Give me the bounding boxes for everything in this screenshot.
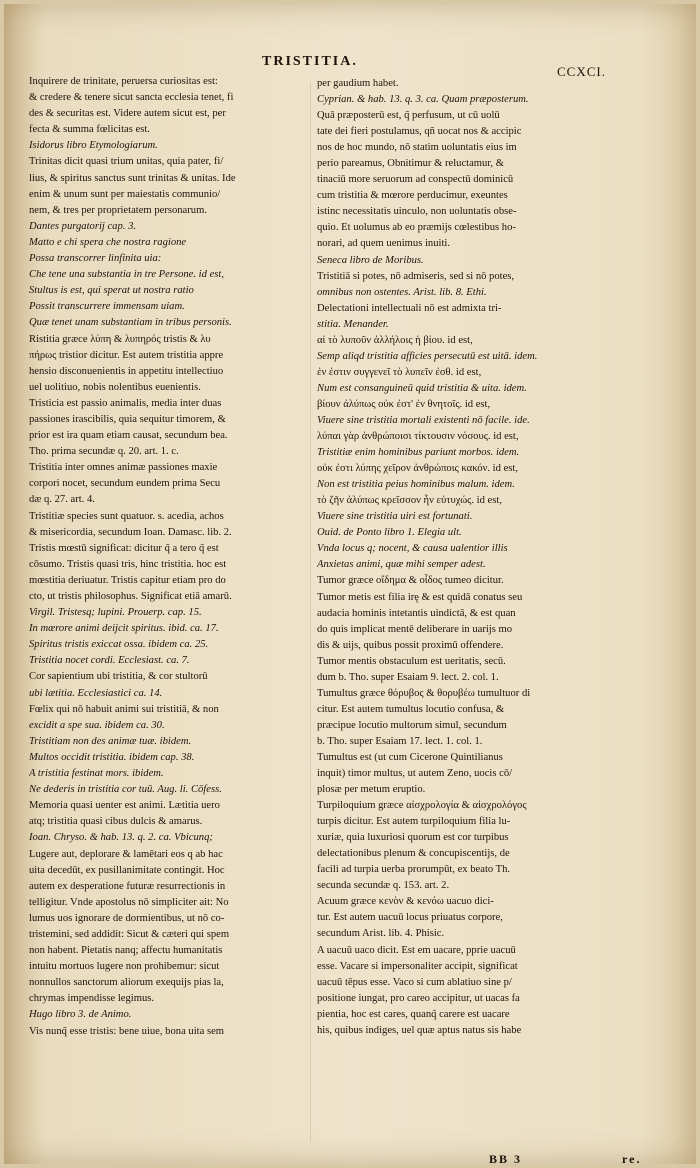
- text-line: Memoria quasi uenter est animi. Lætitia uero: [29, 800, 220, 812]
- text-line: Tumor græce οἴδημα & οἶδος tumeo dicitur.: [317, 575, 504, 587]
- text-line: τὸ ζῆν ἀλύπως κρεῖσσον ἦν εὐτυχώς. id est,: [317, 495, 502, 507]
- text-line: nem, & tres per proprietatem personarum.: [29, 204, 207, 216]
- running-title: TRISTITIA.: [262, 54, 358, 69]
- text-line: uacuū tēpus esse. Vaco si cum ablatiuo sine p/: [317, 976, 512, 988]
- text-line: facili ad turpia uerba prorumpūt, ex beato Th.: [317, 864, 511, 876]
- column-gutter: [310, 82, 311, 1142]
- text-line: dæ q. 27. art. 4.: [29, 494, 95, 506]
- text-line: Semp aliqd tristitia afficies persecutū est uitā. idem.: [317, 350, 538, 362]
- text-line: esse. Vacare si impersonaliter accipit, significat: [317, 960, 518, 972]
- text-line: chrymas impendisse legimus.: [29, 993, 155, 1005]
- text-line: tur. Est autem uacuū locus priuatus corpore,: [317, 912, 503, 924]
- text-line: non habent. Pietatis nanq; affectu humanitatis: [29, 945, 223, 957]
- text-line: cum tristitia & mœrore perducimur, exeuntes: [317, 190, 508, 202]
- text-line: hensio disconuenientis in appetitu intellectiuo: [29, 365, 224, 377]
- text-line: Possit transcurrere immensam uiam.: [29, 301, 185, 313]
- text-line: his, quibus indiges, uel quæ aptus natus sis habe: [317, 1024, 522, 1036]
- text-line: uita decedūt, ex pusillanimitate contingit. Hoc: [29, 864, 225, 876]
- text-line: Tumor metis est filia irę & est quidā conatus seu: [317, 591, 523, 603]
- text-line: λύπαι γὰρ ἀνθρώποισι τίκτουσιν νόσους. id est,: [317, 431, 519, 443]
- text-line: autem ex desperatione futuræ resurrectionis in: [29, 880, 226, 892]
- text-line: fecta & summa fœlicitas est.: [29, 124, 150, 136]
- text-line: Tumultus est (ut cum Cicerone Quintilianus: [317, 751, 503, 763]
- text-line: quio. Et uolumus ab eo præmijs cœlestibus ho-: [317, 222, 516, 234]
- text-line: mœstitia deriuatur. Tristis capitur etiam pro do: [29, 574, 226, 586]
- text-line: Tho. prima secundæ q. 20. art. 1. c.: [29, 446, 179, 458]
- text-line: Multos occidit tristitia. ibidem cap. 38.: [29, 751, 195, 763]
- text-line: præcipue locutio multorum simul, secundum: [317, 719, 507, 731]
- text-line: stitia. Menander.: [317, 318, 389, 330]
- text-line: Tristitiam non des animæ tuæ. ibidem.: [29, 735, 192, 747]
- text-line: A tristitia festinat mors. ibidem.: [29, 768, 164, 780]
- text-line: lumus uos ignorare de dormientibus, ut nō co-: [29, 912, 225, 924]
- text-line: uel uolitiuo, nobis nolentibus euenientis.: [29, 381, 201, 393]
- text-line: perio pareamus, Obnitimur & reluctamur, &: [317, 158, 504, 170]
- text-line: Ouid. de Ponto libro 1. Elegia ult.: [317, 527, 462, 539]
- text-line: b. Tho. super Esaiam 17. lect. 1. col. 1.: [317, 735, 483, 747]
- left-column: [29, 74, 305, 1040]
- text-line: In mœrore animi deijcit spiritus. ibid. ca. 17.: [29, 623, 219, 635]
- text-line: & credere & tenere sicut sancta ecclesia tenet, fi: [29, 92, 234, 104]
- text-line: Anxietas animi, quæ mihi semper adest.: [317, 559, 486, 571]
- text-line: pientia, hoc est cares, quanq̃ carere est uacare: [317, 1008, 510, 1020]
- folio-number: CCXCI.: [557, 64, 606, 79]
- right-column: [317, 76, 688, 1039]
- text-line: Lugere aut, deplorare & lamētari eos q ab hac: [29, 848, 223, 860]
- text-line: Virgil. Tristesq; lupini. Prouerp. cap. 15.: [29, 607, 202, 619]
- text-line: Viuere sine tristitia uiri est fortunati.: [317, 511, 473, 523]
- text-line: des & securitas est. Videre autem sicut est, per: [29, 108, 226, 120]
- text-line: Spiritus tristis exiccat ossa. ibidem ca. 25.: [29, 639, 209, 651]
- text-line: Ristitia græce λύπη & λυπηρός tristis & λυ: [29, 333, 211, 345]
- text-line: secundum Arist. lib. 4. Phisic.: [317, 928, 445, 940]
- text-line: Turpiloquium græce αἰσχρολογία & αἰσχρολόγος: [317, 800, 527, 812]
- text-line: Fœlix qui nō habuit animi sui tristitiā, & non: [29, 703, 219, 715]
- text-line: excidit a spe sua. ibidem ca. 30.: [29, 719, 165, 731]
- text-line: ubi lætitia. Ecclesiastici ca. 14.: [29, 687, 163, 699]
- text-line: delectationibus plenum & concupiscentijs, de: [317, 848, 510, 860]
- text-line: intuitu mortuos lugere non prohibemur: sicut: [29, 961, 220, 973]
- text-line: tinaciū more seruorum ad conspectū dominicū: [317, 174, 514, 186]
- text-line: Tristicia est passio animalis, media inter duas: [29, 397, 222, 409]
- text-line: Quæ tenet unam substantiam in tribus personis.: [29, 317, 232, 329]
- text-line: enim & unum sunt per maiestatis communio/: [29, 188, 221, 200]
- text-line: dum b. Tho. super Esaiam 9. lect. 2. col. 1.: [317, 671, 499, 683]
- text-line: Delectationi intellectuali nō est admixta tri-: [317, 302, 502, 314]
- text-line: Non est tristitia peius hominibus malum. idem.: [317, 479, 515, 491]
- text-line: tristemini, sed addidit: Sicut & cæteri qui spem: [29, 928, 230, 940]
- text-line: Vis nunq̃ esse tristis: bene uiue, bona uita sem: [29, 1025, 225, 1037]
- text-line: Tristitiæ species sunt quatuor. s. acedia, achos: [29, 510, 224, 522]
- text-line: per gaudium habet.: [317, 78, 399, 89]
- text-line: xuriæ, quia luxuriosi quorum est cor turpibus: [317, 832, 509, 844]
- text-line: Inquirere de trinitate, peruersa curiositas est:: [29, 76, 218, 87]
- text-line: Tristitia inter omnes animæ passiones maxie: [29, 462, 218, 474]
- text-line: A uacuū uaco dicit. Est em uacare, pprie uacuū: [317, 944, 516, 956]
- text-line: prior est ira quam etiam causat, secundum bea.: [29, 430, 228, 442]
- text-line: tate dei fieri postulamus, qñ uocat nos & accipic: [317, 126, 522, 138]
- text-line: norari, ad quem uenimus inuiti.: [317, 238, 450, 250]
- text-line: plosæ per metum eruptio.: [317, 784, 426, 796]
- text-line: Hugo libro 3. de Animo.: [29, 1009, 132, 1021]
- text-line: Trinitas dicit quasi trium unitas, quia pater, fi/: [29, 156, 224, 168]
- text-line: nonnullos sanctorum aliorum exequijs pias la,: [29, 977, 224, 989]
- text-line: βίουν ἀλύπως οὐκ ἐστ' ἐν θνητοῖς. id est,: [317, 398, 491, 410]
- text-line: Cyprian. & hab. 13. q. 3. ca. Quam præposterum.: [317, 94, 529, 106]
- book-page: [4, 4, 696, 1164]
- text-line: Seneca libro de Moribus.: [317, 254, 424, 266]
- text-line: Viuere sine tristitia mortali existenti nō facile. ide.: [317, 414, 530, 426]
- text-line: positione iungat, pro careo accipitur, ut uacas fa: [317, 992, 520, 1004]
- text-line: passiones irascibilis, quia sequitur timorem, &: [29, 413, 226, 425]
- text-line: Matto e chi spera che nostra ragione: [29, 236, 187, 248]
- text-line: ἐν ἐστιν συγγενεῖ τὸ λυπεῖν ἐσθ. id est,: [317, 366, 482, 378]
- text-line: Acuum græce κενὸν & κενόω uacuo dici-: [317, 896, 494, 908]
- text-line: istinc necessitatis uinculo, non uoluntatis obse-: [317, 206, 517, 218]
- page-footer: [489, 1152, 641, 1167]
- text-line: Possa transcorrer linfinita uia:: [29, 253, 162, 265]
- text-line: Tristitia nocet cordi. Ecclesiast. ca. 7.: [29, 655, 190, 667]
- text-line: Num est consanguineū quid tristitia & uita. idem.: [317, 382, 527, 394]
- text-line: Quā præposterū est, q̃ perfusum, ut cū uolū: [317, 110, 500, 122]
- text-line: nos de hoc mundo, nō statim uoluntatis eius im: [317, 142, 517, 154]
- text-line: telligitur. Vnde apostolus nō simpliciter ait: No: [29, 896, 229, 908]
- text-line: turpis dicitur. Est autem turpiloquium filia lu-: [317, 816, 511, 828]
- text-line: Tristitiā si potes, nō admiseris, sed si nō potes,: [317, 270, 515, 282]
- text-line: αἰ τὸ λυποῦν ἀλλήλοις ἡ βίου. id est,: [317, 334, 473, 346]
- text-line: Ne dederis in tristitia cor tuū. Aug. li. Cōfess.: [29, 784, 222, 796]
- text-line: omnibus non ostentes. Arist. lib. 8. Ethi.: [317, 286, 487, 298]
- text-line: Vnda locus q; nocent, & causa ualentior illis: [317, 543, 508, 555]
- text-line: cōsumo. Tristis quasi tris, hinc tristitia. hoc est: [29, 558, 227, 570]
- text-line: Che tene una substantia in tre Persone. id est,: [29, 269, 224, 281]
- text-line: cto, ut tristis philosophus. Significat etiā amarū.: [29, 591, 232, 602]
- signature-mark: BB 3: [489, 1152, 523, 1166]
- text-line: Tumor mentis obstaculum est ueritatis, secū.: [317, 655, 506, 667]
- text-line: inquit) timor multus, ut autem Zeno, uocis cō/: [317, 768, 513, 780]
- text-line: Isidorus libro Etymologiarum.: [29, 140, 158, 152]
- text-line: Dantes purgatorij cap. 3.: [29, 220, 137, 232]
- text-line: do quis implicat mentē deliberare in uarijs mo: [317, 623, 513, 635]
- text-line: citur. Est autem tumultus locutio confusa, &: [317, 703, 505, 715]
- text-line: Tristitiæ enim hominibus pariunt morbos. idem.: [317, 447, 520, 459]
- text-line: οὐκ ἐστι λύπης χεῖρον ἀνθρώποις κακόν. id est,: [317, 463, 518, 475]
- text-line: corpori nocet, secundum eundem prima Secu: [29, 478, 221, 490]
- text-line: lius, & spiritus sanctus sunt trinitas & unitas. Ide: [29, 172, 236, 184]
- text-line: atq; tristitia quasi cibus dulcis & amarus.: [29, 816, 203, 828]
- text-line: audacia hominis intetantis uindictā, & est quan: [317, 607, 516, 619]
- text-line: & misericordia, secundum Ioan. Damasc. lib. 2.: [29, 526, 232, 538]
- text-line: Stultus is est, qui sperat ut nostra ratio: [29, 285, 194, 297]
- text-line: Tumultus græce θόρυβος & θορυβέω tumultuor di: [317, 687, 531, 699]
- text-line: πήρως tristior dicitur. Est autem tristitia appre: [29, 349, 224, 361]
- text-line: Cor sapientium ubi tristitia, & cor stultorū: [29, 671, 208, 683]
- text-line: Tristis mœstū significat: dicitur q̃ a tero q̃ est: [29, 542, 219, 554]
- catchword: re.: [622, 1152, 642, 1166]
- text-line: secunda secundæ q. 153. art. 2.: [317, 880, 450, 892]
- text-line: dis & uijs, quibus possit proximū offendere.: [317, 639, 504, 651]
- text-line: Ioan. Chryso. & hab. 13. q. 2. ca. Vbicunq;: [29, 832, 213, 844]
